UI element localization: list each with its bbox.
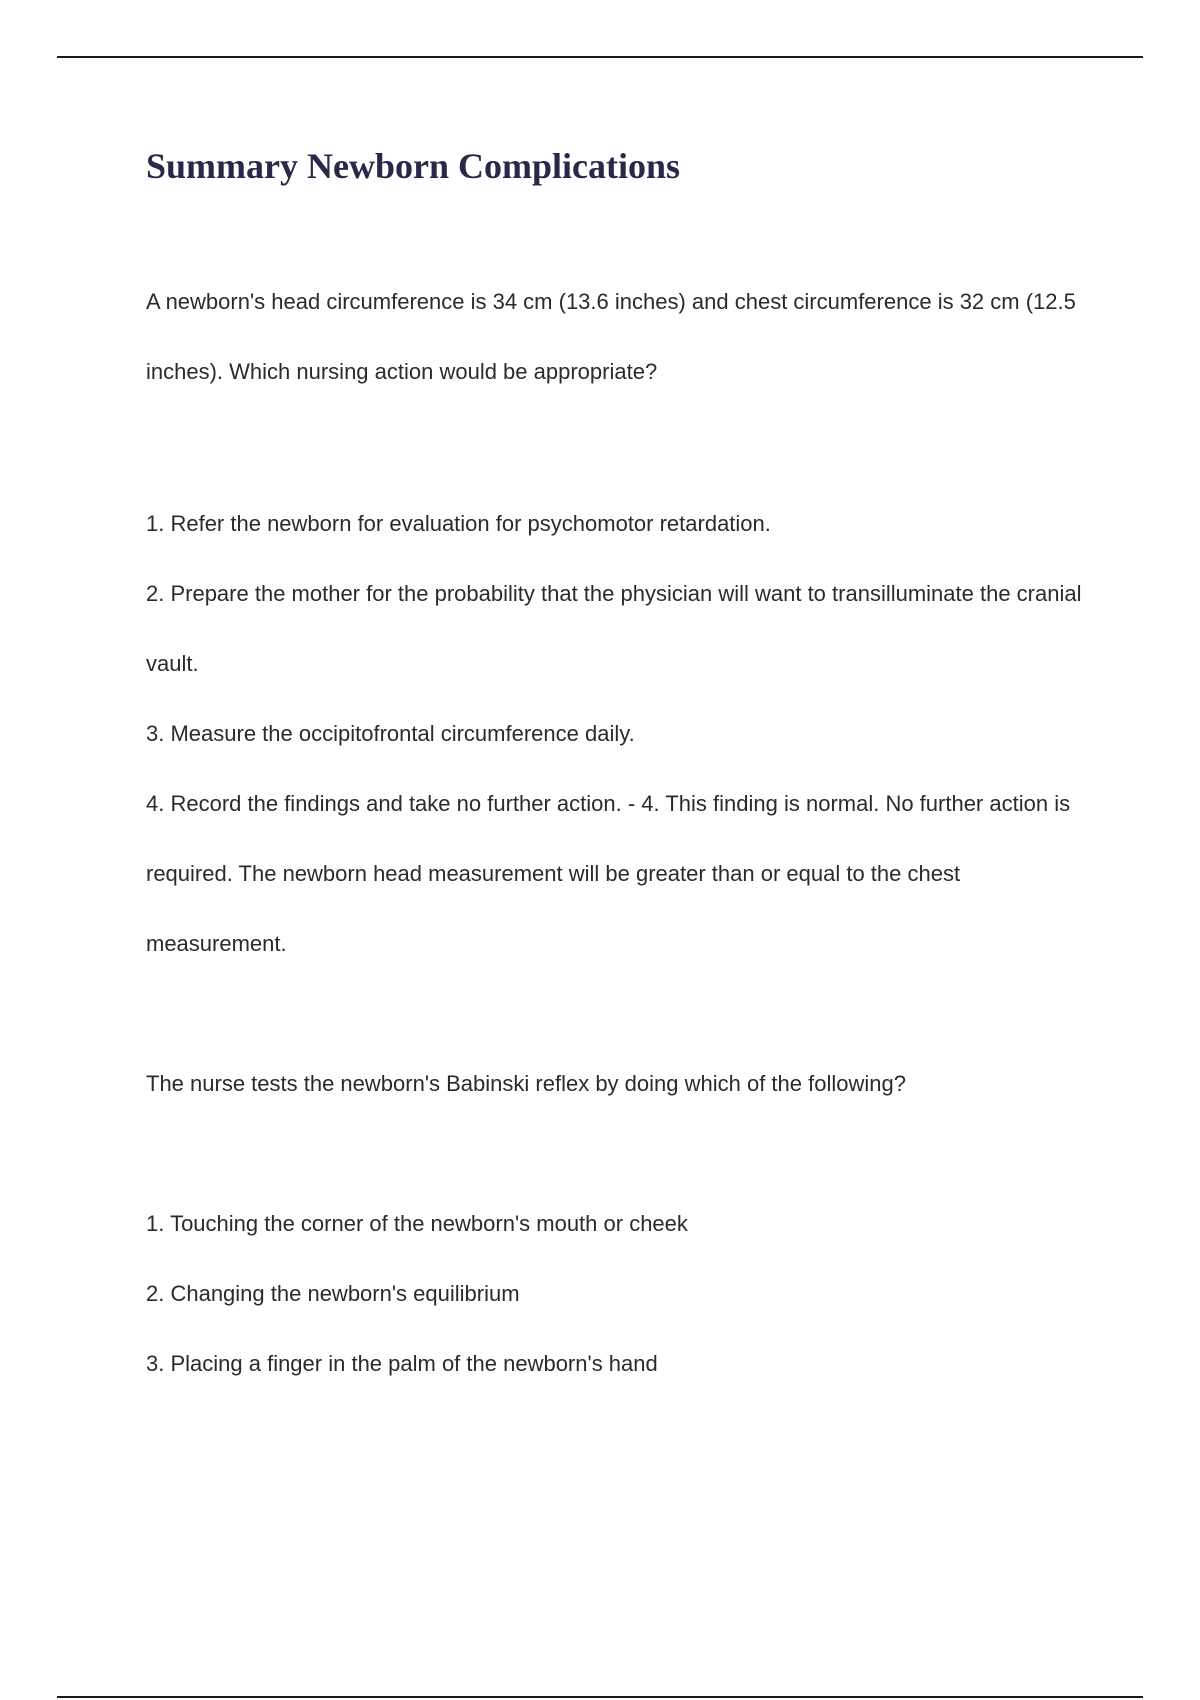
bottom-divider xyxy=(57,1696,1143,1698)
question-1-option-1: 1. Refer the newborn for evaluation for psychomotor retardation. xyxy=(146,511,771,536)
question-1-option-2: 2. Prepare the mother for the probability that the physician will want to transilluminate the cranial vault. xyxy=(146,581,1082,676)
question-1-option-4: 4. Record the findings and take no further action. - 4. This finding is normal. No further action is required. The newborn head measurement will be greater than or equal to the chest measurement. xyxy=(146,791,1071,956)
question-1-option-3: 3. Measure the occipitofrontal circumference daily. xyxy=(146,721,635,746)
question-2-option-2: 2. Changing the newborn's equilibrium xyxy=(146,1281,520,1306)
page-title: Summary Newborn Complications xyxy=(146,146,681,186)
document-body xyxy=(146,140,1086,1399)
question-2-option-3: 3. Placing a finger in the palm of the newborn's hand xyxy=(146,1351,658,1376)
question-1-prompt: A newborn's head circumference is 34 cm (13.6 inches) and chest circumference is 32 cm (12.5 inches). Which nursing action would be appropriate? xyxy=(146,289,1076,384)
question-2-option-1: 1. Touching the corner of the newborn's mouth or cheek xyxy=(146,1211,688,1236)
question-2-options xyxy=(146,1189,1086,1399)
question-1-options xyxy=(146,489,1086,979)
question-2-prompt: The nurse tests the newborn's Babinski reflex by doing which of the following? xyxy=(146,1071,906,1096)
top-divider xyxy=(57,56,1143,58)
